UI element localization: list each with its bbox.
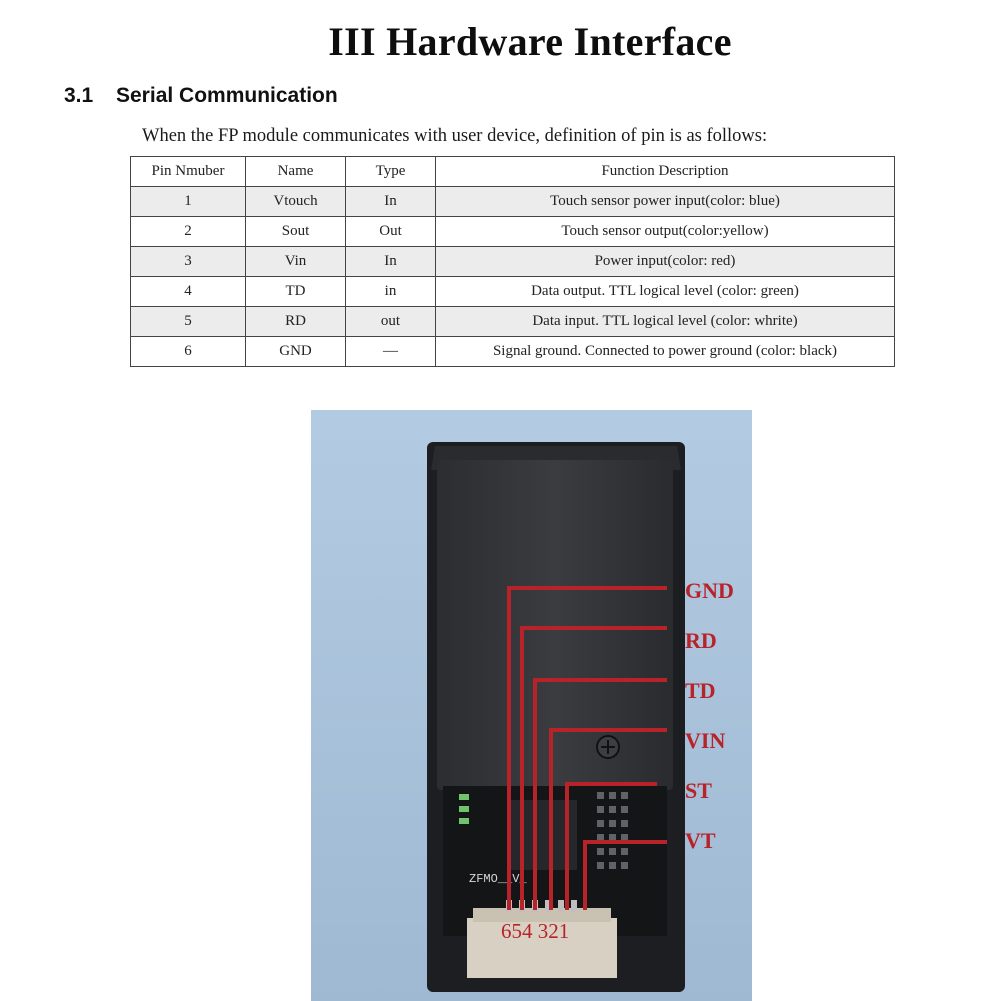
header-type: Type bbox=[346, 157, 436, 187]
cell-function: Data input. TTL logical level (color: whrite) bbox=[436, 307, 895, 337]
header-function: Function Description bbox=[436, 157, 895, 187]
sensor-cover bbox=[437, 460, 673, 790]
page-title: III Hardware Interface bbox=[328, 19, 732, 64]
pin-label-vin: VIN bbox=[685, 728, 726, 753]
cell-name: Vtouch bbox=[246, 187, 346, 217]
pin-numbers: 654 321 bbox=[501, 919, 570, 943]
cell-type: In bbox=[346, 187, 436, 217]
cell-type: Out bbox=[346, 217, 436, 247]
cell-name: TD bbox=[246, 277, 346, 307]
section-number: 3.1 bbox=[64, 84, 94, 107]
pin-label-td: TD bbox=[685, 678, 716, 703]
cell-type: In bbox=[346, 247, 436, 277]
cell-pin: 6 bbox=[131, 337, 246, 367]
cell-name: Sout bbox=[246, 217, 346, 247]
cell-type: — bbox=[346, 337, 436, 367]
pin-definition-table bbox=[130, 156, 895, 367]
board-silkscreen: ZFMO__V_ bbox=[469, 872, 527, 886]
cell-function: Data output. TTL logical level (color: green) bbox=[436, 277, 895, 307]
cell-type: in bbox=[346, 277, 436, 307]
section-label: Serial Communication bbox=[116, 84, 338, 107]
header-pin-number: Pin Nmuber bbox=[131, 157, 246, 187]
table-row bbox=[131, 307, 895, 337]
cell-function: Touch sensor output(color:yellow) bbox=[436, 217, 895, 247]
cell-type: out bbox=[346, 307, 436, 337]
cell-function: Signal ground. Connected to power ground (color: black) bbox=[436, 337, 895, 367]
intro-paragraph: When the FP module communicates with user device, definition of pin is as follows: bbox=[142, 126, 768, 146]
cell-name: RD bbox=[246, 307, 346, 337]
cell-pin: 4 bbox=[131, 277, 246, 307]
cell-pin: 5 bbox=[131, 307, 246, 337]
table-header-row bbox=[131, 157, 895, 187]
cell-function: Touch sensor power input(color: blue) bbox=[436, 187, 895, 217]
pin-label-st: ST bbox=[685, 778, 712, 803]
pin-label-vt: VT bbox=[685, 828, 716, 853]
pin-label-gnd: GND bbox=[685, 578, 734, 603]
cell-pin: 1 bbox=[131, 187, 246, 217]
pin-label-rd: RD bbox=[685, 628, 717, 653]
cell-pin: 3 bbox=[131, 247, 246, 277]
table-row bbox=[131, 247, 895, 277]
table-row bbox=[131, 217, 895, 247]
cell-name: Vin bbox=[246, 247, 346, 277]
section-heading bbox=[64, 84, 338, 108]
module-photo bbox=[311, 410, 752, 1001]
cell-name: GND bbox=[246, 337, 346, 367]
table-row bbox=[131, 187, 895, 217]
table-row bbox=[131, 337, 895, 367]
cell-pin: 2 bbox=[131, 217, 246, 247]
header-name: Name bbox=[246, 157, 346, 187]
table-row bbox=[131, 277, 895, 307]
cell-function: Power input(color: red) bbox=[436, 247, 895, 277]
